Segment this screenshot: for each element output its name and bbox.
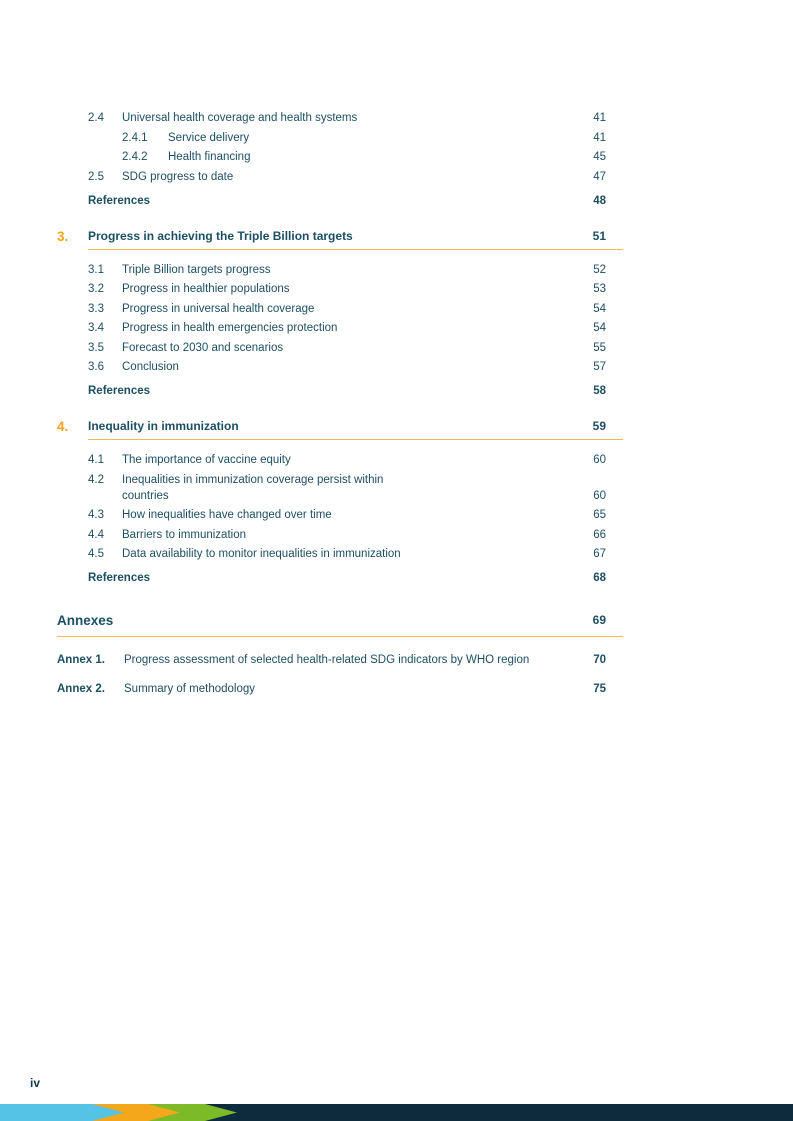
section-page: 51 [592, 228, 606, 243]
toc-entry-page: 58 [593, 385, 606, 397]
annex-number: Annex 1. [57, 654, 105, 666]
toc-entry-label: References [88, 194, 151, 207]
annexes-heading[interactable] [57, 612, 623, 629]
toc-entry[interactable] [88, 110, 623, 126]
section-entries [88, 452, 623, 586]
page-number: iv [30, 1076, 41, 1090]
toc-entry-number: 2.4.2 [122, 151, 148, 163]
toc-entry-label: Service delivery [168, 131, 250, 144]
toc-entry-annex[interactable] [57, 653, 623, 668]
toc-entry[interactable] [122, 149, 623, 165]
section-number: 4. [57, 419, 69, 434]
toc-entry-label: Conclusion [122, 361, 179, 373]
toc-entry-number: 3.2 [88, 283, 104, 295]
footer-decorative-band [0, 1104, 793, 1121]
toc-entry-page: 47 [593, 170, 606, 183]
toc-entry-number: 4.3 [88, 509, 104, 521]
toc-entry-number: 4.2 [88, 473, 104, 486]
toc-entry-number: 4.4 [88, 528, 104, 541]
toc-entry-label: Forecast to 2030 and scenarios [122, 341, 284, 354]
toc-entry-page: 41 [593, 112, 606, 124]
toc-entry[interactable] [88, 507, 623, 523]
toc-entry-number: 4.5 [88, 548, 104, 560]
section-heading[interactable] [57, 229, 623, 244]
table-of-contents [57, 110, 623, 711]
toc-entry-label: Health financing [168, 151, 251, 163]
section-rule [88, 249, 623, 250]
toc-entry[interactable] [88, 301, 623, 317]
toc-entry-label: Progress in universal health coverage [122, 302, 315, 315]
annexes-rule [57, 636, 623, 637]
toc-entry-page: 41 [593, 131, 606, 144]
toc-entry-page: 57 [593, 361, 606, 373]
toc-entry[interactable] [88, 452, 623, 468]
section-rule [88, 439, 623, 440]
toc-section-3 [57, 229, 623, 400]
section-entries [88, 262, 623, 400]
toc-entry-label: Progress in healthier populations [122, 283, 290, 295]
toc-entry-page: 65 [593, 509, 606, 521]
toc-entry-number: 3.4 [88, 322, 104, 334]
toc-entry-page: 55 [593, 341, 606, 354]
toc-entry-page: 66 [593, 528, 606, 541]
toc-entry-number: 2.4 [88, 112, 104, 124]
annex-page: 75 [593, 683, 606, 695]
toc-entry-label: How inequalities have changed over time [122, 509, 332, 521]
toc-entry-label: Triple Billion targets progress [122, 263, 271, 276]
toc-entry-page: 52 [593, 263, 606, 276]
section-heading[interactable] [57, 419, 623, 434]
toc-entry[interactable] [88, 169, 623, 185]
toc-entry-page: 53 [593, 283, 606, 295]
section-number: 3. [57, 228, 69, 244]
toc-references-entry[interactable] [88, 383, 623, 399]
toc-entry[interactable] [88, 546, 623, 562]
annexes-page: 69 [592, 613, 606, 627]
toc-references-entry[interactable] [88, 570, 623, 586]
toc-references-entry[interactable] [88, 193, 623, 209]
toc-entry-label-line1: Inequalities in immunization coverage persist within [122, 473, 384, 486]
toc-entry[interactable] [88, 527, 623, 543]
annex-label: Progress assessment of selected health-related SDG indicators by WHO region [124, 654, 530, 666]
toc-entry[interactable] [122, 130, 623, 146]
annex-number: Annex 2. [57, 683, 105, 695]
toc-entry-number: 3.5 [88, 341, 104, 354]
toc-entry-label-line2: countries [122, 489, 169, 502]
toc-entry-number: 3.1 [88, 263, 104, 276]
toc-entry-label [122, 472, 570, 504]
toc-entry-page: 54 [593, 322, 606, 334]
toc-entry-label: Barriers to immunization [122, 528, 246, 541]
section-title: Inequality in immunization [88, 419, 239, 433]
toc-entry-label: References [88, 385, 151, 397]
toc-entry-label: Universal health coverage and health systems [122, 112, 358, 124]
toc-entry-number: 4.1 [88, 454, 104, 466]
toc-entry-label: Progress in health emergencies protection [122, 322, 338, 334]
toc-entry-page: 60 [593, 454, 606, 466]
toc-entry-page: 54 [593, 302, 606, 315]
toc-group-chapter2 [88, 110, 623, 209]
toc-entry[interactable] [88, 340, 623, 356]
section-title: Progress in achieving the Triple Billion targets [88, 228, 353, 243]
toc-section-4 [57, 419, 623, 586]
toc-entry-page: 60 [593, 489, 606, 502]
annex-label: Summary of methodology [124, 683, 256, 695]
toc-entry-label: SDG progress to date [122, 170, 234, 183]
toc-entry-number: 3.6 [88, 361, 104, 373]
toc-entry-page: 48 [593, 194, 606, 207]
annexes-title: Annexes [57, 613, 114, 628]
toc-entry[interactable] [88, 359, 623, 375]
section-page: 59 [592, 419, 606, 433]
toc-entry-page: 68 [593, 572, 606, 584]
toc-entry-label: The importance of vaccine equity [122, 454, 291, 466]
toc-annexes [57, 612, 623, 697]
toc-entry-number: 3.3 [88, 302, 104, 315]
toc-entry-number: 2.5 [88, 170, 104, 183]
toc-entry-annex[interactable] [57, 682, 623, 697]
toc-entry-label: References [88, 572, 151, 584]
toc-entry[interactable] [88, 320, 623, 336]
footer-band-graphic [0, 1104, 793, 1121]
annex-page: 70 [593, 654, 606, 666]
toc-entry[interactable] [88, 262, 623, 278]
toc-entry[interactable] [88, 472, 623, 504]
toc-entry-page: 45 [593, 151, 606, 163]
toc-entry-number: 2.4.1 [122, 131, 148, 144]
toc-entry-page: 67 [593, 548, 606, 560]
toc-entry-label: Data availability to monitor inequalities in immunization [122, 548, 401, 560]
toc-entry[interactable] [88, 281, 623, 297]
